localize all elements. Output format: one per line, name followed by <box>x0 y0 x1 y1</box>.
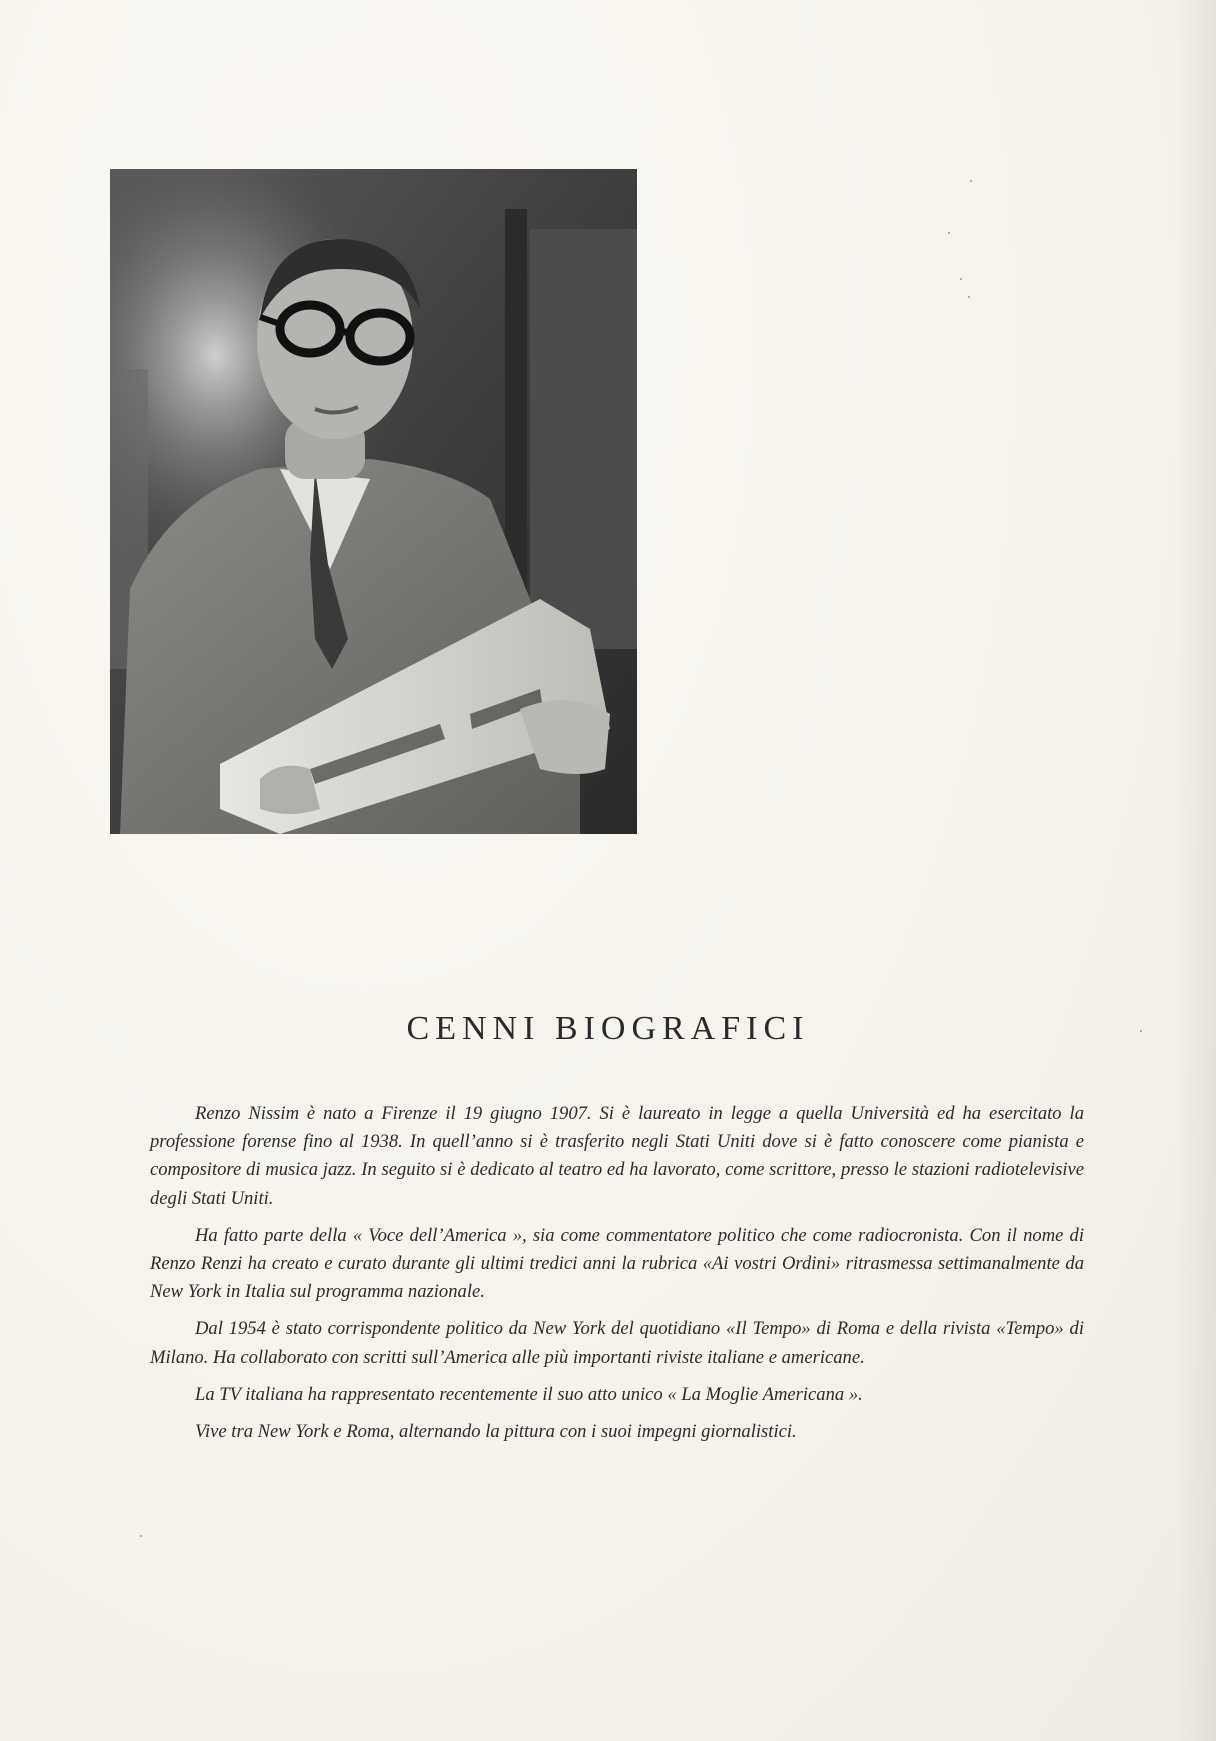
dust-speck <box>960 278 962 280</box>
page-title: CENNI BIOGRAFICI <box>406 1010 810 1047</box>
page-edge-shadow <box>1176 0 1216 1741</box>
portrait-photo-icon <box>110 169 637 834</box>
dust-speck <box>968 296 970 298</box>
portrait-photo <box>110 169 637 834</box>
bio-paragraph: Renzo Nissim è nato a Firenze il 19 giugno 1907. Si è laureato in legge a quella Università ed ha esercitato la professione forense fino al 1938. In quell’anno si è trasferito negli Stati Uniti dove si è fatto conoscere come pianista e compositore di musica jazz. In seguito si è dedicato al teatro ed ha lavorato, come scrittore, presso le stazioni radiotelevisive degli Stati Uniti. <box>150 1103 1084 1209</box>
dust-speck <box>948 232 950 234</box>
bio-paragraph: Vive tra New York e Roma, alternando la pittura con i suoi impegni giornalistici. <box>195 1421 797 1443</box>
dust-speck <box>140 1535 142 1537</box>
bio-paragraph: Ha fatto parte della « Voce dell’America », sia come commentatore politico che come radiocronista. Con il nome di Renzo Renzi ha creato e curato durante gli ultimi tredici anni la rubrica «Ai vostri Ordini» ritrasmessa settimanalmente da New York in Italia sul programma nazionale. <box>150 1224 1084 1303</box>
bio-paragraph: La TV italiana ha rappresentato recentemente il suo atto unico « La Moglie Americana ». <box>195 1383 863 1405</box>
bio-paragraph: Dal 1954 è stato corrispondente politico da New York del quotidiano «Il Tempo» di Roma e della rivista «Tempo» di Milano. Ha collaborato con scritti sull’America alle più importanti riviste italiane e americane. <box>150 1318 1084 1368</box>
dust-speck <box>970 180 972 182</box>
biography-text <box>150 1100 1084 1455</box>
